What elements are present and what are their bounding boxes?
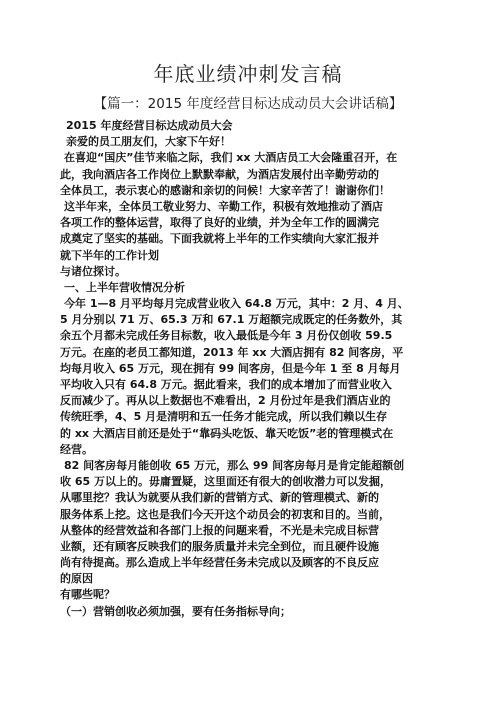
body-line: 各项工作的整体运营，取得了良好的业绩，并为全年工作的圆满完 [60,216,379,230]
body-line: 经营。 [60,442,93,456]
body-line: 业额，还有顾客反映我们的服务质量并未完全到位，而且硬件设施 [60,539,379,553]
body-line: 亲爱的员工朋友们，大家下午好！ [66,135,231,149]
body-line: 均每月收入 65 万元，现在拥有 99 间客房，但是今年 1 至 8 月每月 [60,361,401,375]
body-line: 此，我向酒店各工作岗位上默默奉献，为酒店发展付出辛勤劳动的 [60,167,379,181]
body-line: 传统旺季，4、5 月是清明和五一任务才能完成，所以我们赖以生存 [60,410,388,424]
body-line: 服务体系上挖。这也是我们今天开这个动员会的初衷和目的。当前， [60,507,390,521]
body-line: 尚有待提高。那么造成上半年经营任务未完成以及顾客的不良反应 [60,556,379,570]
body-line: 的原因 [60,572,93,586]
body-line: 有哪些呢？ [60,588,115,602]
body-line: 从哪里挖？我认为就要从我们新的营销方式、新的管理模式、新的 [60,491,379,505]
body-line: 收 65 万以上的。毋庸置疑，这里面还有很大的创收潜力可以发掘， [60,475,391,489]
body-line: 万元。在座的老员工都知道，2013 年 xx 大酒店拥有 82 间客房，平 [60,345,404,359]
body-line: 全体员工，表示衷心的感谢和亲切的问候！大家辛苦了！谢谢你们！ [60,183,390,197]
body-line: 与诸位探讨。 [60,264,126,278]
body-line: 在喜迎“国庆”佳节来临之际，我们 xx 大酒店员工大会隆重召开，在 [64,151,398,165]
subsection-heading: （一）营销创收必须加强，要有任务指标导向； [60,604,291,618]
body-line: 82 间客房每月能创收 65 万元，那么 99 间客房每月是肯定能超额创 [64,458,405,472]
section-heading: 一、上半年营收情况分析 [64,280,185,294]
document-body [60,118,460,620]
document-subtitle: 【篇一：2015 年度经营目标达成动员大会讲话稿】 [93,96,403,112]
body-line: 成奠定了坚实的基础。下面我就将上半年的工作实绩向大家汇报并 [60,232,379,246]
body-line: 2015 年度经营目标达成动员大会 [66,119,233,132]
body-line: 平均收入只有 64.8 万元。据此看来，我们的成本增加了而营业收入 [60,378,392,391]
body-line: 今年 1—8 月平均每月完成营业收入 64.8 万元，其中：2 月、4 月、 [64,297,409,311]
document-title: 年底业绩冲刺发言稿 [153,62,343,86]
body-line: 5 月分别以 71 万、65.3 万和 67.1 万超额完成既定的任务数外，其 [60,313,403,327]
body-line: 这半年来，全体员工敬业努力、辛勤工作，积极有效地推动了酒店 [64,199,383,213]
body-line: 从整体的经营效益和各部门上报的问题来看，不光是未完成目标营 [60,523,379,537]
body-line: 就下半年的工作计划 [60,248,159,262]
body-line: 反而减少了。再从以上数据也不难看出，2 月份过年是我们酒店业的 [60,394,391,408]
body-line: 的 xx 大酒店目前还是处于“靠码头吃饭、靠天吃饭”老的管理模式在 [60,426,394,440]
body-line: 余五个月都未完成任务目标数，收入最低是今年 3 月份仅创收 59.5 [60,329,393,343]
